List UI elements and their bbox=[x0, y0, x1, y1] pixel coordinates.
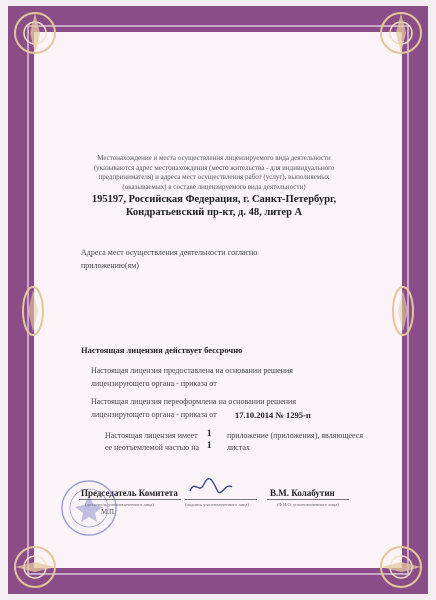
appendix-line-2: приложению(ям) bbox=[81, 261, 139, 270]
caption-signature: (подпись уполномоченного лица) bbox=[185, 502, 249, 507]
address-line-2: Кондратьевский пр-кт, д. 48, литер А bbox=[125, 207, 303, 218]
appendix-line-1: Адреса мест осуществления деятельности согласно bbox=[81, 248, 258, 257]
address-intro: Местонахождение и места осуществления лицензируемого вида деятельности (указываются адрес местонахождения (место жительства - для индивидуального предпринимателя) и адреса мест осуществления работ (услуг), выполняемых (оказываемых) в составе лицензируемого вида деятельности) bbox=[93, 154, 335, 191]
handwritten-signature bbox=[187, 475, 235, 499]
annex-line-2-end: листах bbox=[227, 443, 250, 452]
signer-name: В.М. Колабутин bbox=[270, 488, 335, 498]
basis-line-1: Настоящая лицензия предоставлена на основании решения bbox=[91, 366, 293, 375]
annex-count: 1 bbox=[207, 428, 212, 438]
signer-title: Председатель Комитета bbox=[81, 488, 178, 498]
validity-statement: Настоящая лицензия действует бессрочно bbox=[81, 345, 243, 355]
corner-ornament-icon bbox=[374, 6, 428, 60]
annex-line-1-start: Настоящая лицензия имеет bbox=[105, 431, 198, 440]
side-ornament-icon bbox=[18, 280, 48, 342]
corner-ornament-icon bbox=[8, 540, 62, 594]
corner-ornament-icon bbox=[374, 540, 428, 594]
reissue-order-number: 17.10.2014 № 1295-п bbox=[235, 410, 311, 420]
address-line-1: 195197, Российская Федерация, г. Санкт-Петербург, bbox=[91, 194, 337, 205]
name-underline bbox=[267, 499, 349, 500]
reissue-line-2: лицензирующего органа - приказа от bbox=[91, 410, 217, 419]
basis-line-2: лицензирующего органа - приказа от bbox=[91, 379, 217, 388]
annex-line-1-end: приложение (приложения), являющееся bbox=[227, 431, 364, 440]
caption-position: (должность уполномоченного лица) bbox=[85, 502, 154, 507]
signature-underline bbox=[185, 499, 257, 500]
annex-line-2-start: ее неотъемлемой частью на bbox=[105, 443, 200, 452]
license-content bbox=[55, 50, 381, 550]
side-ornament-icon bbox=[388, 280, 418, 342]
corner-ornament-icon bbox=[8, 6, 62, 60]
caption-name: (Ф.И.О. уполномоченного лица) bbox=[277, 502, 339, 507]
stamp-label: М.П. bbox=[101, 508, 116, 516]
sheet-count: 1 bbox=[207, 440, 212, 450]
reissue-line-1: Настоящая лицензия переоформлена на основании решения bbox=[91, 397, 297, 406]
